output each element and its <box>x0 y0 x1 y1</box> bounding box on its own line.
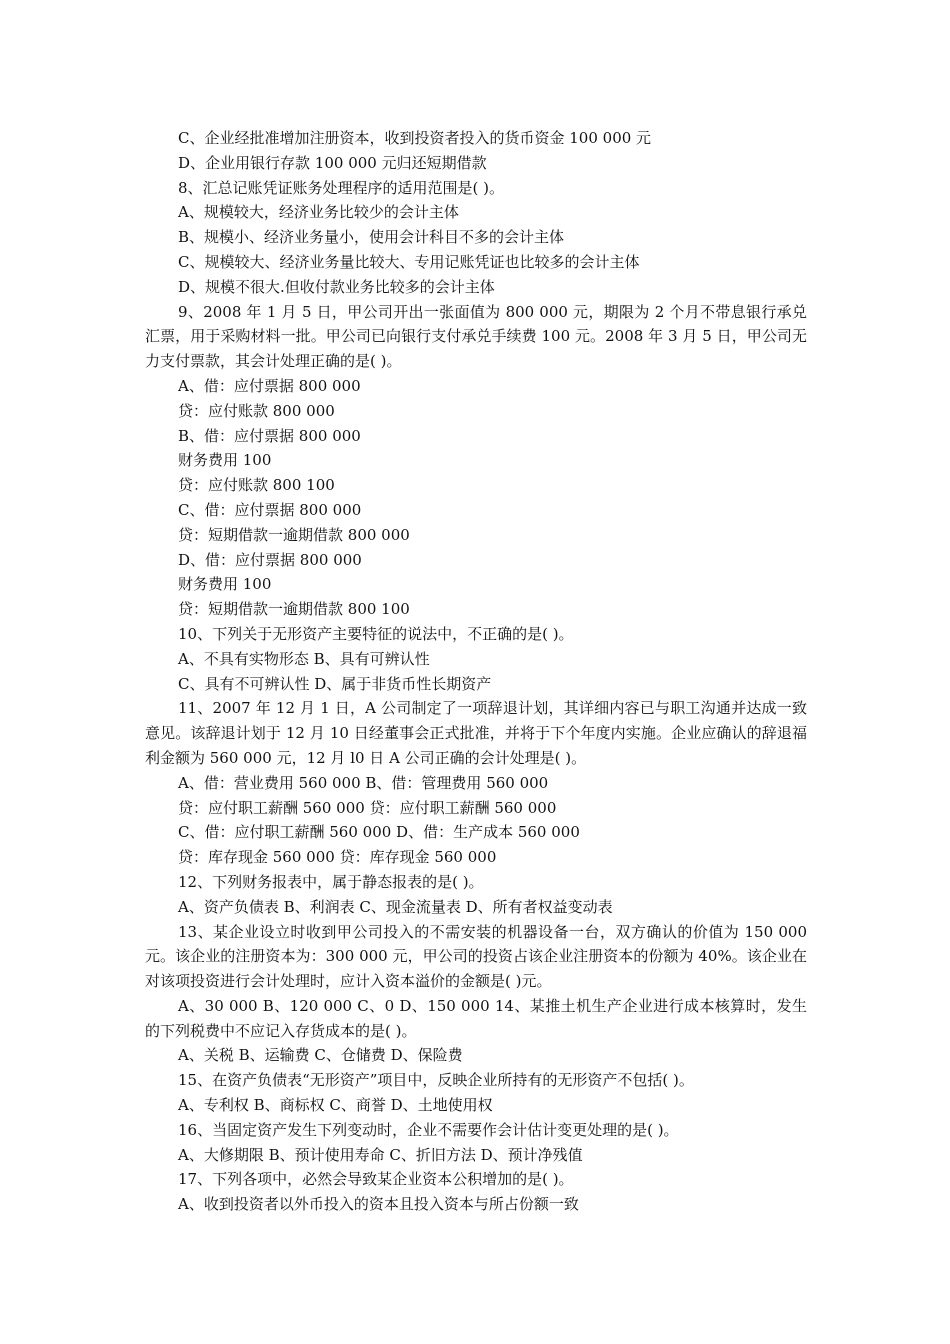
text-line: D、企业用银行存款 100 000 元归还短期借款 <box>178 153 487 172</box>
text-line: 贷：短期借款一逾期借款 800 000 <box>178 525 410 544</box>
text-line: A、专利权 B、商标权 C、商誉 D、土地使用权 <box>178 1096 493 1115</box>
text-line: A、收到投资者以外币投入的资本且投入资本与所占份额一致 <box>178 1195 579 1214</box>
text-line: 17、下列各项中，必然会导致某企业资本公积增加的是( )。 <box>178 1170 574 1189</box>
text-line: 15、在资产负债表“无形资产”项目中，反映企业所持有的无形资产不包括( )。 <box>178 1071 694 1090</box>
text-line: C、借：应付职工薪酬 560 000 D、借：生产成本 560 000 <box>178 823 580 842</box>
document-body <box>145 126 807 1217</box>
text-line: 贷：应付账款 800 000 <box>178 401 335 420</box>
text-line: A、资产负债表 B、利润表 C、现金流量表 D、所有者权益变动表 <box>178 897 613 916</box>
text-line: A、借：应付票据 800 000 <box>178 376 361 395</box>
text-line: 8、汇总记账凭证账务处理程序的适用范围是( )。 <box>178 178 505 197</box>
paragraph: 11、2007 年 12 月 1 日，A 公司制定了一项辞退计划，其详细内容已与职工沟通并达成一致意见。该辞退计划于 12 月 10 日经董事会正式批准，并将于下个年度内实施。企业应确认的辞退福利金额为 560 000 元，12 月 l0 日 A 公司正确的会计处理是( )。 <box>145 699 807 767</box>
text-line: 财务费用 100 <box>178 575 272 594</box>
text-line: D、规模不很大.但收付款业务比较多的会计主体 <box>178 277 495 296</box>
paragraph: 13、某企业设立时收到甲公司投入的不需安装的机器设备一台，双方确认的价值为 150 000 元。该企业的注册资本为：300 000 元，甲公司的投资占该企业注册资本的份额为 40%。该企业在对该项投资进行会计处理时，应计入资本溢价的金额是( )元。 <box>145 922 807 991</box>
text-line: B、规模小、经济业务量小，使用会计科目不多的会计主体 <box>178 228 565 247</box>
text-line: D、借：应付票据 800 000 <box>178 550 362 569</box>
text-line: A、不具有实物形态 B、具有可辨认性 <box>178 649 430 668</box>
text-line: A、大修期限 B、预计使用寿命 C、折旧方法 D、预计净残值 <box>178 1145 583 1164</box>
text-line: 贷：库存现金 560 000 贷：库存现金 560 000 <box>178 848 497 867</box>
text-line: C、借：应付票据 800 000 <box>178 500 362 519</box>
text-line: 10、下列关于无形资产主要特征的说法中，不正确的是( )。 <box>178 624 574 643</box>
text-line: 财务费用 100 <box>178 451 272 470</box>
paragraph: 9、2008 年 1 月 5 日，甲公司开出一张面值为 800 000 元，期限为 2 个月不带息银行承兑汇票，用于采购材料一批。甲公司已向银行支付承兑手续费 100 元。2008 年 3 月 5 日，甲公司无力支付票款，其会计处理正确的是( )。 <box>145 302 807 371</box>
text-line: 16、当固定资产发生下列变动时，企业不需要作会计估计变更处理的是( )。 <box>178 1120 679 1139</box>
text-line: C、具有不可辨认性 D、属于非货币性长期资产 <box>178 674 492 693</box>
text-line: A、关税 B、运输费 C、仓储费 D、保险费 <box>178 1046 463 1065</box>
text-line: A、规模较大，经济业务比较少的会计主体 <box>178 203 459 222</box>
text-line: 12、下列财务报表中，属于静态报表的是( )。 <box>178 872 484 891</box>
text-line: 贷：短期借款一逾期借款 800 100 <box>178 600 410 619</box>
text-line: A、借：营业费用 560 000 B、借：管理费用 560 000 <box>178 773 549 792</box>
paragraph: A、30 000 B、120 000 C、0 D、150 000 14、某推土机生产企业进行成本核算时，发生的下列税费中不应记入存货成本的是( )。 <box>145 996 807 1040</box>
text-line: C、企业经批准增加注册资本，收到投资者投入的货币资金 100 000 元 <box>178 129 652 147</box>
text-line: 贷：应付账款 800 100 <box>178 476 335 495</box>
text-line: C、规模较大、经济业务量比较大、专用记账凭证也比较多的会计主体 <box>178 252 640 271</box>
text-line: B、借：应付票据 800 000 <box>178 426 361 445</box>
text-line: 贷：应付职工薪酬 560 000 贷：应付职工薪酬 560 000 <box>178 798 557 817</box>
